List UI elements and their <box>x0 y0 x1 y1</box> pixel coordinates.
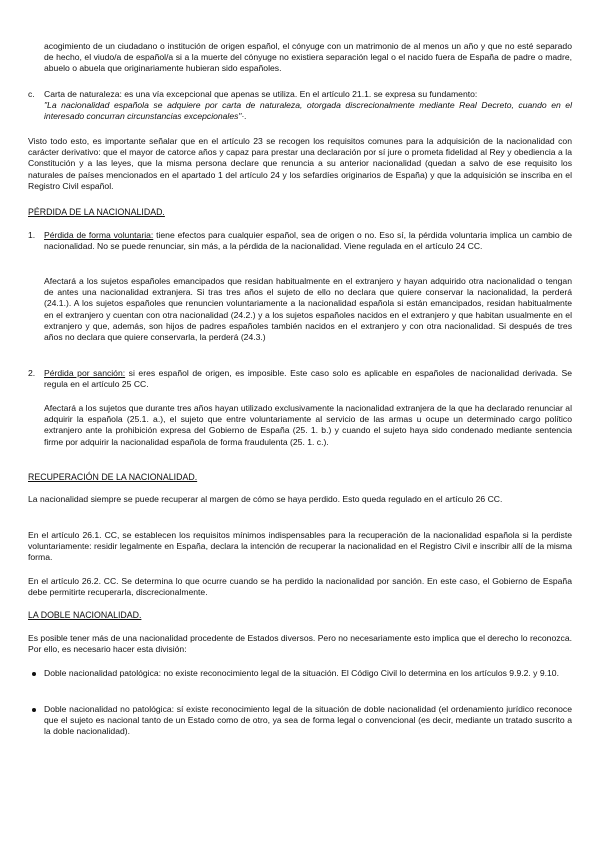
item-1-marker: 1. <box>28 230 36 240</box>
recuperacion-paragraph-2: En el artículo 26.1. CC, se establecen los requisitos mínimos indispensables para la recuperación de la nacionalidad española si la perdiste voluntariamente: residir legalmente en España, declara la intención de recuperar la nacionalidad en el Registro Civil e inscribir allí de la misma forma. <box>28 530 572 563</box>
bullet-dot-icon <box>32 672 36 676</box>
item-c-block <box>44 89 572 123</box>
bullet-2-text: Doble nacionalidad no patológica: sí existe reconocimiento legal de la situación de doble nacionalidad (el ordenamiento jurídico reconoce que el sujeto es nacional tanto de un Estado como de otro, ya sea de forma legal o convencional (es decir, mediante un tratado suscrito a la doble nacionalidad). <box>44 704 572 737</box>
item-2-text: si eres español de origen, es imposible. Este caso solo es aplicable en españoles de nacionalidad derivada. Se regula en el artículo 25 CC. <box>44 368 573 390</box>
recuperacion-heading: RECUPERACIÓN DE LA NACIONALIDAD. <box>28 472 198 482</box>
item-1-title: Pérdida de forma voluntaria: <box>44 230 154 240</box>
item-c-quote: "La nacionalidad española se adquiere por carta de naturaleza, otorgada discrecionalmente mediante Real Decreto, cuando en el interesado concurran circunstancias excepcionales"·. <box>44 100 572 122</box>
doble-heading: LA DOBLE NACIONALIDAD. <box>28 610 142 620</box>
item-c-text: Carta de naturaleza: es una vía excepcional que apenas se utiliza. En el artículo 21.1. se expresa su fundamento: <box>44 89 478 99</box>
item-2-title: Pérdida por sanción: <box>44 368 126 378</box>
perdida-heading: PÉRDIDA DE LA NACIONALIDAD. <box>28 207 165 217</box>
item-2-paragraph <box>44 368 572 390</box>
item-1-paragraph <box>44 230 572 252</box>
item-c-marker: c. <box>28 89 35 99</box>
continuation-paragraph: acogimiento de un ciudadano o institución de origen español, el cónyuge con un matrimonio de al menos un año y que no esté separado de hecho, el viudo/a de español/a si a la muerte del cónyuge no existiera separación legal o el nacido fuera de España de padre o madre, abuelo o abuela que originariamente hubieran sido españoles. <box>44 41 572 74</box>
bullet-1-text: Doble nacionalidad patológica: no existe reconocimiento legal de la situación. El Código Civil lo determina en los artículos 9.9.2. y 9.10. <box>44 668 559 678</box>
item-1-detail: Afectará a los sujetos españoles emancipados que residan habitualmente en el extranjero y hayan adquirido otra nacionalidad o tengan de antes una nacionalidad extranjera. Si tras tres años el sujeto de ello no declara que quiere conservar la nacionalidad, la perderá (24.1.). A los sujetos españoles que renuncien voluntariamente a la nacionalidad española si están emancipados, residan habitualmente en el extranjero y cuentan con otra nacionalidad (24.2.) y a los sujetos españoles nacidos en el extranjero y que habitan usualmente en el extranjero y que, además, son hijos de padres españoles también nacidos en el extranjero y con otra nacionalidad. Si después de tres años no declara que quiere conservarla, la perderá (24.3.) <box>44 276 572 343</box>
bullet-dot-icon <box>32 708 36 712</box>
summary-paragraph: Visto todo esto, es importante señalar que en el artículo 23 se recogen los requisitos comunes para la adquisición de la nacionalidad con carácter derivativo: que el mayor de catorce años y capaz para prestar una declaración por sí jure o prometa fidelidad al Rey y obediencia a la Constitución y a las leyes, que la misma persona declare que renuncia a su anterior nacionalidad (quedan a salvo de ese requisito los naturales de países mencionados en el apartado 1 del artículo 24 y los sefardíes originarios de España) y que la adquisición se inscriba en el Registro Civil español. <box>28 136 572 191</box>
recuperacion-paragraph-1: La nacionalidad siempre se puede recuperar al margen de cómo se haya perdido. Esto queda regulado en el artículo 26 CC. <box>28 494 503 504</box>
item-1-text: tiene efectos para cualquier español, sea de origen o no. Eso sí, la pérdida voluntaria implica un cambio de nacionalidad. No se puede renunciar, sin más, a la pérdida de la nacionalidad. Viene regulada en el artículo 24 CC. <box>44 230 572 252</box>
item-2-marker: 2. <box>28 368 36 378</box>
recuperacion-paragraph-3: En el artículo 26.2. CC. Se determina lo que ocurre cuando se ha perdido la nacionalidad por sanción. En este caso, el Gobierno de España debe permitirte recuperarla, discrecionalmente. <box>28 576 572 598</box>
doble-paragraph: Es posible tener más de una nacionalidad procedente de Estados diversos. Pero no necesariamente esto implica que el derecho lo reconozca. Por ello, es necesario hacer esta división: <box>28 633 572 655</box>
item-2-detail: Afectará a los sujetos que durante tres años hayan utilizado exclusivamente la nacionalidad extranjera de la que ha declarado renunciar al adquirir la española (25.1. a.), el sujeto que entre voluntariamente al servicio de las armas u ocupe un determinado cargo político extranjero ante la prohibición expresa del Gobierno de España (25. 1. b.) y cuando el sujeto haya sido condenado mediante sentencia firme por adquirir la nacionalidad española de forma fraudulenta (25. 1. c.). <box>44 403 572 447</box>
